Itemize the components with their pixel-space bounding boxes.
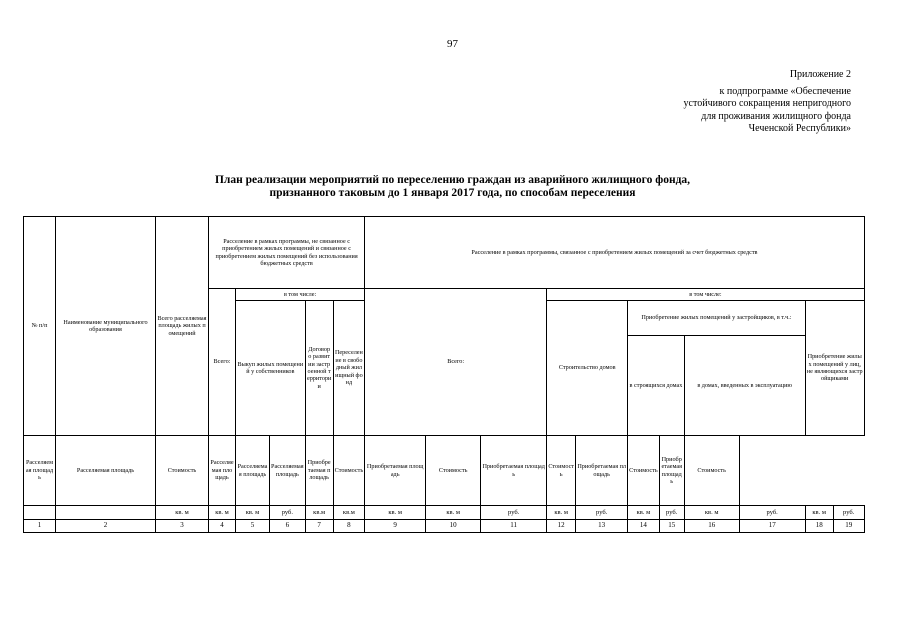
unit-cell: кв. м — [365, 506, 426, 520]
header-area-col-7: Расселяемая площадь — [209, 436, 236, 506]
unit-cell: руб. — [833, 506, 864, 520]
header-area-col-9: Расселяемая площадь — [270, 436, 306, 506]
unit-cell: кв.м — [305, 506, 333, 520]
column-number: 15 — [659, 520, 684, 533]
unit-cell: кв. м — [547, 506, 576, 520]
header-a-buyout: Выкуп жилых помещений у собственников — [236, 301, 306, 436]
column-number: 11 — [481, 520, 547, 533]
header-cost-col-6: Стоимость — [156, 436, 209, 506]
header-num: № п/п — [24, 217, 56, 436]
header-b-under-construction: в строящихся домах — [628, 336, 685, 436]
document-title — [0, 174, 905, 200]
header-area-col-5: Расселяемая площадь — [56, 436, 156, 506]
unit-cell — [24, 506, 56, 520]
column-number: 3 — [156, 520, 209, 533]
header-a-contract: Договор о развитии застроенной территории — [305, 301, 333, 436]
resettlement-plan-table — [23, 216, 865, 533]
unit-cell: руб. — [481, 506, 547, 520]
header-a-free-fund: Переселение в свободный жилищный фонд — [333, 301, 365, 436]
column-number: 4 — [209, 520, 236, 533]
unit-cell: руб. — [659, 506, 684, 520]
header-area-col-8: Расселяемая площадь — [236, 436, 270, 506]
header-cost-col-13: Стоимость — [426, 436, 481, 506]
unit-cell: кв. м — [628, 506, 660, 520]
appendix-line: устойчивого сокращения непригодного — [683, 98, 851, 109]
header-acquired-col-10: Приобретаемая площадь — [305, 436, 333, 506]
column-number: 12 — [547, 520, 576, 533]
unit-cell: кв. м — [426, 506, 481, 520]
unit-cell: руб. — [270, 506, 306, 520]
header-b-non-developers: Приобретение жилых помещений у лиц, не являющихся застройщиками — [805, 301, 864, 436]
header-b-construction: Строительство домов — [547, 301, 628, 436]
header-municipality: Наименование муниципального образования — [56, 217, 156, 436]
column-number: 7 — [305, 520, 333, 533]
column-number: 18 — [805, 520, 833, 533]
column-number: 1 — [24, 520, 56, 533]
header-acquired-col-18: Приобретаемая площадь — [659, 436, 684, 506]
appendix-block — [684, 69, 851, 136]
header-area-col-4: Расселяемая площадь — [24, 436, 56, 506]
header-acquired-col-12: Приобретаемая площадь — [365, 436, 426, 506]
column-number: 6 — [270, 520, 306, 533]
unit-cell: кв. м — [209, 506, 236, 520]
column-number: 17 — [739, 520, 805, 533]
column-number: 19 — [833, 520, 864, 533]
column-number: 13 — [576, 520, 628, 533]
column-number: 10 — [426, 520, 481, 533]
unit-cell — [56, 506, 156, 520]
column-number: 5 — [236, 520, 270, 533]
page-number: 97 — [447, 38, 458, 50]
unit-cell: кв. м — [684, 506, 739, 520]
appendix-line: Чеченской Республики» — [748, 123, 851, 134]
header-group-budget: Расселение в рамках программы, связанное с приобретением жилых помещений за счет бюджетных средств — [365, 217, 865, 289]
header-b-total: Всего: — [365, 289, 547, 436]
appendix-line: к подпрограмме «Обеспечение — [719, 85, 851, 97]
header-b-developers: Приобретение жилых помещений у застройщиков, в т.ч.: — [628, 301, 806, 336]
column-number: 8 — [333, 520, 365, 533]
header-group-non-budget: Расселение в рамках программы, не связанное с приобретением жилых помещений и связанное с приобретением жилых помещений без использования бюджетных средств — [209, 217, 365, 289]
header-cost-col-11: Стоимость — [333, 436, 365, 506]
document-title-line: признанного таковым до 1 января 2017 года, по способам переселения — [269, 187, 636, 199]
unit-cell: руб. — [576, 506, 628, 520]
header-cost-col-17: Стоимость — [628, 436, 660, 506]
appendix-title: Приложение 2 — [789, 69, 851, 80]
column-number: 2 — [56, 520, 156, 533]
header-acquired-col-16: Приобретаемая площадь — [576, 436, 628, 506]
column-number: 16 — [684, 520, 739, 533]
unit-cell: руб. — [739, 506, 805, 520]
header-a-total: Всего: — [209, 289, 236, 436]
unit-cell: кв. м — [156, 506, 209, 520]
unit-cell: кв.м — [333, 506, 365, 520]
unit-cell: кв. м — [236, 506, 270, 520]
header-b-commissioned: в домах, введенных в эксплуатацию — [684, 336, 805, 436]
column-number: 9 — [365, 520, 426, 533]
header-cost-col-15: Стоимость — [547, 436, 576, 506]
header-including-b: в том числе: — [547, 289, 865, 301]
header-acquired-col-14: Приобретаемая площадь — [481, 436, 547, 506]
unit-cell: кв. м — [805, 506, 833, 520]
appendix-line: для проживания жилищного фонда — [701, 110, 851, 122]
header-including-a: в том числе: — [236, 289, 365, 301]
header-cost-col-19: Стоимость — [684, 436, 739, 506]
header-total-area: Всего расселяемая площадь жилых помещений — [156, 217, 209, 436]
document-title-line: План реализации мероприятий по переселению граждан из аварийного жилищного фонда, — [214, 174, 691, 186]
column-number: 14 — [628, 520, 660, 533]
